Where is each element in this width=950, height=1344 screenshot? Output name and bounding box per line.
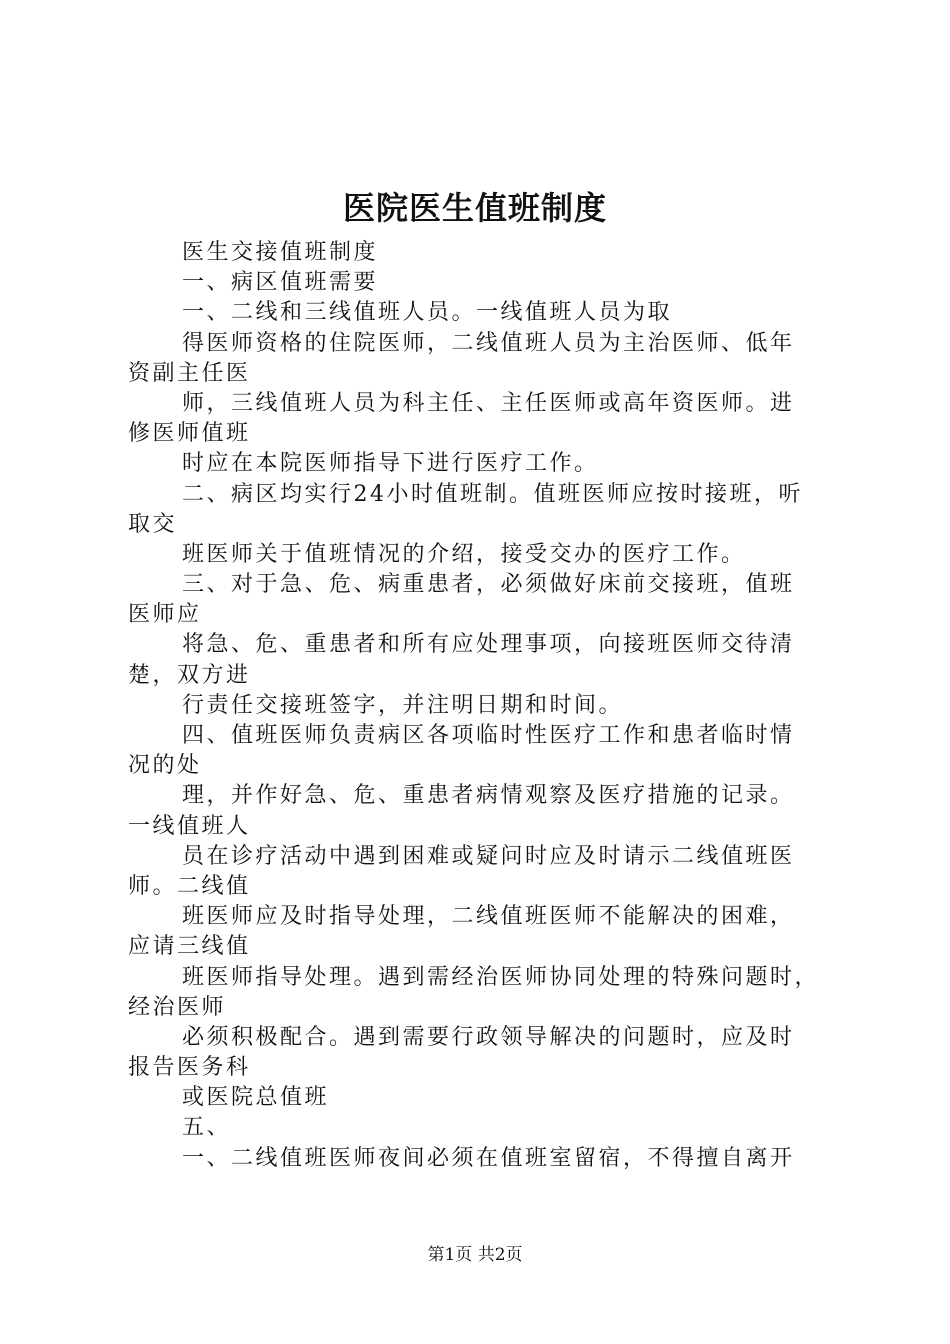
body-line: 一、二线值班医师夜间必须在值班室留宿，不得擅自离开 [182, 1145, 795, 1171]
body-line: 得医师资格的住院医师，二线值班人员为主治医师、低年 [182, 330, 795, 356]
body-line: 资副主任医 [128, 360, 251, 386]
body-line: 医师应 [128, 602, 202, 628]
body-line: 时应在本院医师指导下进行医疗工作。 [182, 451, 599, 477]
document-title: 医院医生值班制度 [342, 189, 607, 227]
body-line: 理，并作好急、危、重患者病情观察及医疗措施的记录。 [182, 783, 795, 809]
body-line: 员在诊疗活动中遇到困难或疑问时应及时请示二线值班医 [182, 843, 795, 869]
body-line: 经治医师 [128, 994, 227, 1020]
body-line: 修医师值班 [128, 421, 251, 447]
body-line: 取交 [128, 511, 178, 537]
body-line: 行责任交接班签字，并注明日期和时间。 [182, 692, 624, 718]
document-body [128, 238, 838, 1174]
body-line: 二、病区均实行24小时值班制。值班医师应按时接班，听 [182, 481, 803, 507]
body-line: 四、值班医师负责病区各项临时性医疗工作和患者临时情 [182, 723, 795, 748]
body-line: 五、 [182, 1115, 232, 1141]
body-line: 班医师关于值班情况的介绍，接受交办的医疗工作。 [182, 541, 746, 567]
body-line: 一线值班人 [128, 813, 251, 839]
body-line: 师。二线值 [128, 873, 251, 899]
body-line: 将急、危、重患者和所有应处理事项，向接班医师交待清 [182, 632, 795, 658]
body-line: 班医师应及时指导处理，二线值班医师不能解决的困难， [182, 904, 795, 930]
page-footer: 第1页 共2页 [427, 1245, 523, 1265]
body-line: 医生交接值班制度 [182, 240, 379, 265]
body-line: 应请三线值 [128, 934, 251, 960]
body-line: 楚，双方进 [128, 662, 251, 688]
body-line: 班医师指导处理。遇到需经治医师协同处理的特殊问题时， [182, 964, 820, 990]
body-line: 况的处 [128, 753, 202, 779]
body-line: 师，三线值班人员为科主任、主任医师或高年资医师。进 [182, 390, 795, 416]
body-line: 必须积极配合。遇到需要行政领导解决的问题时，应及时 [182, 1024, 795, 1050]
body-line: 或医院总值班 [182, 1085, 330, 1111]
body-line: 三、对于急、危、病重患者，必须做好床前交接班，值班 [182, 572, 795, 598]
body-line: 一、病区值班需要 [182, 270, 379, 296]
body-line: 一、二线和三线值班人员。一线值班人员为取 [182, 300, 673, 326]
body-line: 报告医务科 [128, 1055, 251, 1081]
